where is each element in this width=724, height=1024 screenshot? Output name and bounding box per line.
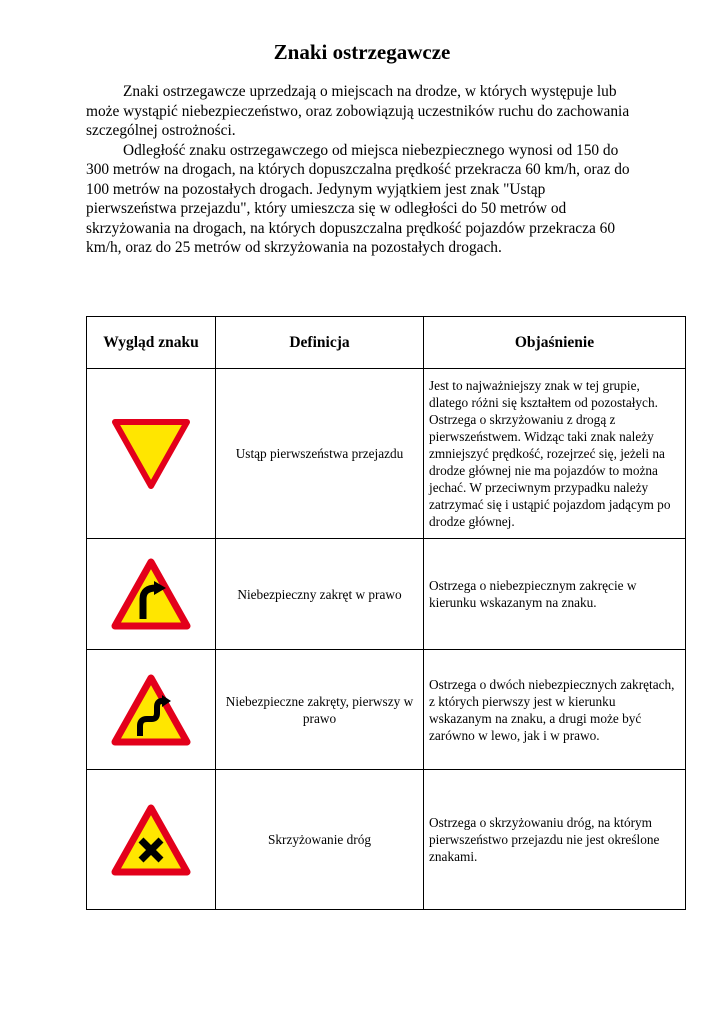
column-header: Definicja bbox=[216, 317, 424, 369]
column-header: Objaśnienie bbox=[424, 317, 686, 369]
crossroads-sign-icon bbox=[110, 803, 192, 877]
sign-cell bbox=[87, 369, 216, 539]
sign-cell bbox=[87, 770, 216, 910]
column-header: Wygląd znaku bbox=[87, 317, 216, 369]
table-row bbox=[87, 369, 686, 539]
yield-sign-icon bbox=[111, 418, 191, 490]
page-title: Znaki ostrzegawcze bbox=[273, 40, 451, 64]
sign-cell bbox=[87, 539, 216, 650]
curve-right-sign-icon bbox=[110, 557, 192, 631]
table-row bbox=[87, 770, 686, 910]
definition-cell: Niebezpieczne zakręty, pierwszy w prawo bbox=[216, 650, 424, 770]
explanation-cell: Ostrzega o niebezpiecznym zakręcie w kierunku wskazanym na znaku. bbox=[424, 539, 686, 650]
intro-text bbox=[86, 82, 638, 258]
explanation-cell: Ostrzega o dwóch niebezpiecznych zakrętach, z których pierwszy jest w kierunku wskazanym na znaku, a drugi może być zarówno w lewo, jak i w prawo. bbox=[424, 650, 686, 770]
sign-cell bbox=[87, 650, 216, 770]
definition-cell: Niebezpieczny zakręt w prawo bbox=[216, 539, 424, 650]
definition-cell: Skrzyżowanie dróg bbox=[216, 770, 424, 910]
explanation-cell: Jest to najważniejszy znak w tej grupie, dlatego różni się kształtem od pozostałych. Ostrzega o skrzyżowaniu z drogą z pierwszeństwem. Widząc taki znak należy zmniejszyć prędkość, rozejrzeć się, jeżeli na drodze głównej nie ma pojazdów to można jechać. W przeciwnym przypadku należy zatrzymać się i ustąpić pojazdom jadącym po drodze głównej. bbox=[424, 369, 686, 539]
table-row bbox=[87, 539, 686, 650]
explanation-cell: Ostrzega o skrzyżowaniu dróg, na którym pierwszeństwo przejazdu nie jest określone znakami. bbox=[424, 770, 686, 910]
double-curve-sign-icon bbox=[110, 673, 192, 747]
signs-table bbox=[86, 316, 686, 910]
intro-paragraph: Odległość znaku ostrzegawczego od miejsca niebezpiecznego wynosi od 150 do 300 metrów na drogach, na których dopuszczalna prędkość przekracza 60 km/h, oraz do 100 metrów na pozostałych drogach. Jedynym wyjątkiem jest znak "Ustąp pierwszeństwa przejazdu", który umieszcza się w odległości do 50 metrów od skrzyżowania na drogach, na których dopuszczalna prędkość pojazdów przekracza 60 km/h, oraz do 25 metrów od skrzyżowania na pozostałych drogach. bbox=[86, 141, 630, 256]
intro-paragraph: Znaki ostrzegawcze uprzedzają o miejscach na drodze, w których występuje lub może wystąpić niebezpieczeństwo, oraz zobowiązują uczestników ruchu do zachowania szczególnej ostrożności. bbox=[86, 83, 630, 139]
table-row bbox=[87, 650, 686, 770]
definition-cell: Ustąp pierwszeństwa przejazdu bbox=[216, 369, 424, 539]
table-header-row bbox=[87, 317, 686, 369]
